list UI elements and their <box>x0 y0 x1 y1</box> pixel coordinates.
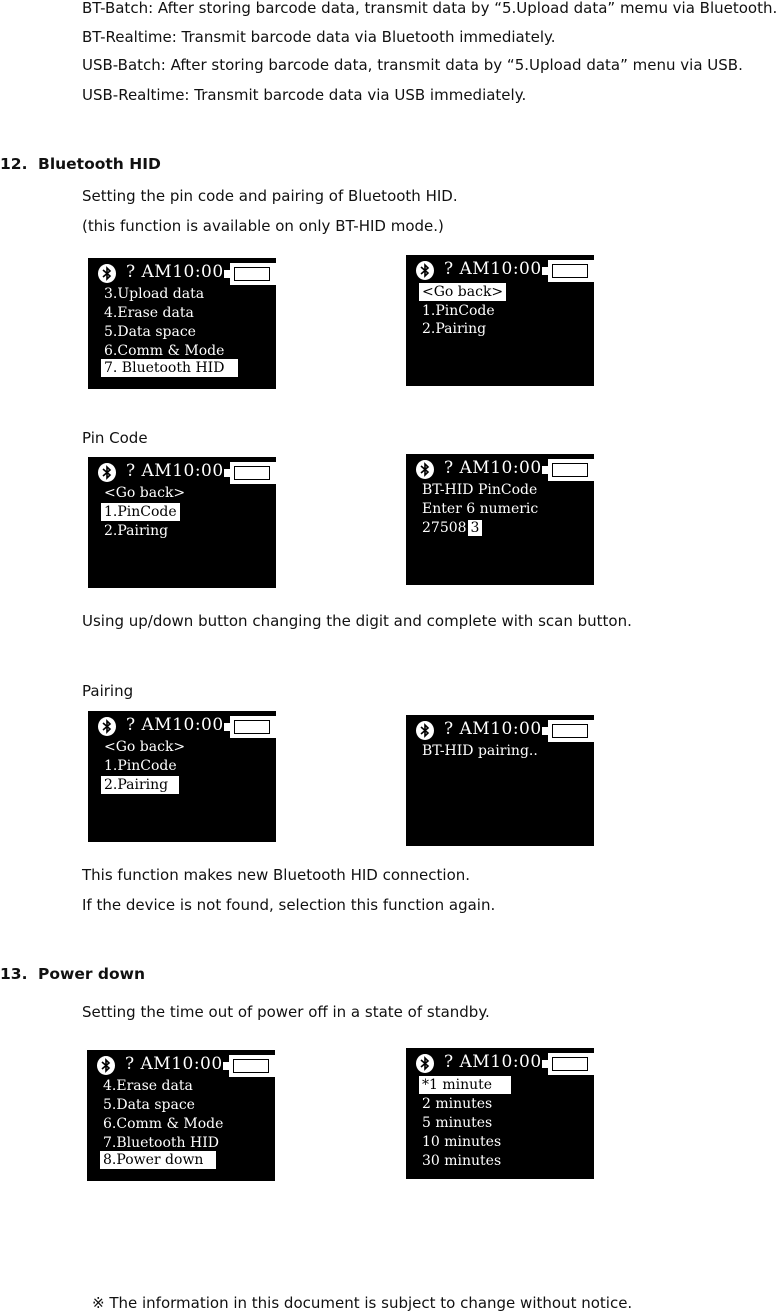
battery-icon <box>230 716 276 738</box>
menu-item: <Go back> <box>104 485 186 501</box>
pincode-value <box>422 519 482 537</box>
menu-item: 4.Erase data <box>104 305 194 321</box>
bluetooth-icon <box>416 1054 434 1073</box>
menu-item: 6.Comm & Mode <box>104 343 225 359</box>
menu-item: 5.Data space <box>103 1097 195 1113</box>
battery-icon <box>230 462 276 484</box>
pincode-cursor-digit: 3 <box>468 520 483 536</box>
device-screen-pairing <box>406 715 594 846</box>
intro-line-usb-batch: USB-Batch: After storing barcode data, transmit data by “5.Upload data” menu via USB. <box>82 56 743 74</box>
bluetooth-icon <box>98 463 116 482</box>
bluetooth-icon <box>98 264 116 283</box>
pairing-note-2: If the device is not found, selection this function again. <box>82 896 496 914</box>
menu-item: 30 minutes <box>422 1153 502 1169</box>
screen-instruction: Enter 6 numeric <box>422 501 539 517</box>
clock-text: ? AM10:00 <box>126 262 224 282</box>
pairing-label: Pairing <box>82 682 134 700</box>
battery-icon <box>548 260 594 282</box>
status-bar <box>93 1053 275 1079</box>
menu-item: <Go back> <box>104 739 186 755</box>
clock-text: ? AM10:00 <box>444 259 542 279</box>
section-12-desc-1: Setting the pin code and pairing of Bluetooth HID. <box>82 187 458 205</box>
device-screen-pincode-select <box>88 457 276 588</box>
menu-item: 7.Bluetooth HID <box>103 1135 219 1151</box>
battery-icon <box>230 263 276 285</box>
section-13-heading <box>0 964 145 984</box>
menu-item-selected: *1 minute <box>419 1076 511 1094</box>
menu-item-selected: 2.Pairing <box>101 776 179 794</box>
bluetooth-icon <box>416 460 434 479</box>
battery-icon <box>229 1055 275 1077</box>
pincode-digits: 27508 <box>422 520 467 536</box>
battery-icon <box>548 720 594 742</box>
menu-item-selected: <Go back> <box>419 283 506 301</box>
menu-item: 10 minutes <box>422 1134 502 1150</box>
clock-text: ? AM10:00 <box>126 715 224 735</box>
device-screen-power-timeout <box>406 1048 594 1179</box>
battery-icon <box>548 1053 594 1075</box>
bluetooth-icon <box>416 721 434 740</box>
clock-text: ? AM10:00 <box>125 1054 223 1074</box>
clock-text: ? AM10:00 <box>444 719 542 739</box>
status-bar <box>94 261 276 287</box>
status-bar <box>94 714 276 740</box>
pairing-note-1: This function makes new Bluetooth HID connection. <box>82 866 471 884</box>
clock-text: ? AM10:00 <box>444 1052 542 1072</box>
menu-item: 6.Comm & Mode <box>103 1116 224 1132</box>
section-12-desc-2: (this function is available on only BT-HID mode.) <box>82 217 444 235</box>
battery-icon <box>548 459 594 481</box>
bluetooth-icon <box>97 1056 115 1075</box>
device-screen-main-menu <box>88 258 276 389</box>
section-number: 12. <box>0 155 28 173</box>
pairing-status: BT-HID pairing.. <box>422 743 538 759</box>
menu-item: 2.Pairing <box>422 321 487 337</box>
pin-code-label: Pin Code <box>82 429 148 447</box>
device-screen-power-menu <box>87 1050 275 1181</box>
menu-item-selected: 8.Power down <box>100 1151 216 1169</box>
device-screen-pincode-entry <box>406 454 594 585</box>
section-12-heading <box>0 154 161 174</box>
pin-code-note: Using up/down button changing the digit and complete with scan button. <box>82 612 632 630</box>
menu-item: 1.PinCode <box>422 303 495 319</box>
status-bar <box>412 718 594 744</box>
menu-item: 1.PinCode <box>104 758 177 774</box>
device-screen-pairing-select <box>88 711 276 842</box>
bluetooth-icon <box>416 261 434 280</box>
intro-line-bt-realtime: BT-Realtime: Transmit barcode data via Bluetooth immediately. <box>82 28 556 46</box>
menu-item: 2.Pairing <box>104 523 169 539</box>
intro-line-bt-batch: BT-Batch: After storing barcode data, transmit data by “5.Upload data” memu via Bluetooth. <box>82 0 778 17</box>
section-13-desc: Setting the time out of power off in a state of standby. <box>82 1003 490 1021</box>
menu-item: 4.Erase data <box>103 1078 193 1094</box>
menu-item: 2 minutes <box>422 1096 493 1112</box>
device-screen-bt-hid-menu <box>406 255 594 386</box>
section-title: Power down <box>38 965 145 983</box>
menu-item-selected: 7. Bluetooth HID <box>101 359 238 377</box>
menu-item-selected: 1.PinCode <box>101 503 180 521</box>
screen-title: BT-HID PinCode <box>422 482 538 498</box>
section-title: Bluetooth HID <box>38 155 161 173</box>
section-number: 13. <box>0 965 28 983</box>
clock-text: ? AM10:00 <box>126 461 224 481</box>
menu-item: 5.Data space <box>104 324 196 340</box>
status-bar <box>412 258 594 284</box>
status-bar <box>94 460 276 486</box>
clock-text: ? AM10:00 <box>444 458 542 478</box>
footer-notice: ※ The information in this document is subject to change without notice. <box>92 1294 633 1312</box>
menu-item: 5 minutes <box>422 1115 493 1131</box>
menu-item: 3.Upload data <box>104 286 205 302</box>
intro-line-usb-realtime: USB-Realtime: Transmit barcode data via USB immediately. <box>82 86 527 104</box>
bluetooth-icon <box>98 717 116 736</box>
status-bar <box>412 457 594 483</box>
status-bar <box>412 1051 594 1077</box>
